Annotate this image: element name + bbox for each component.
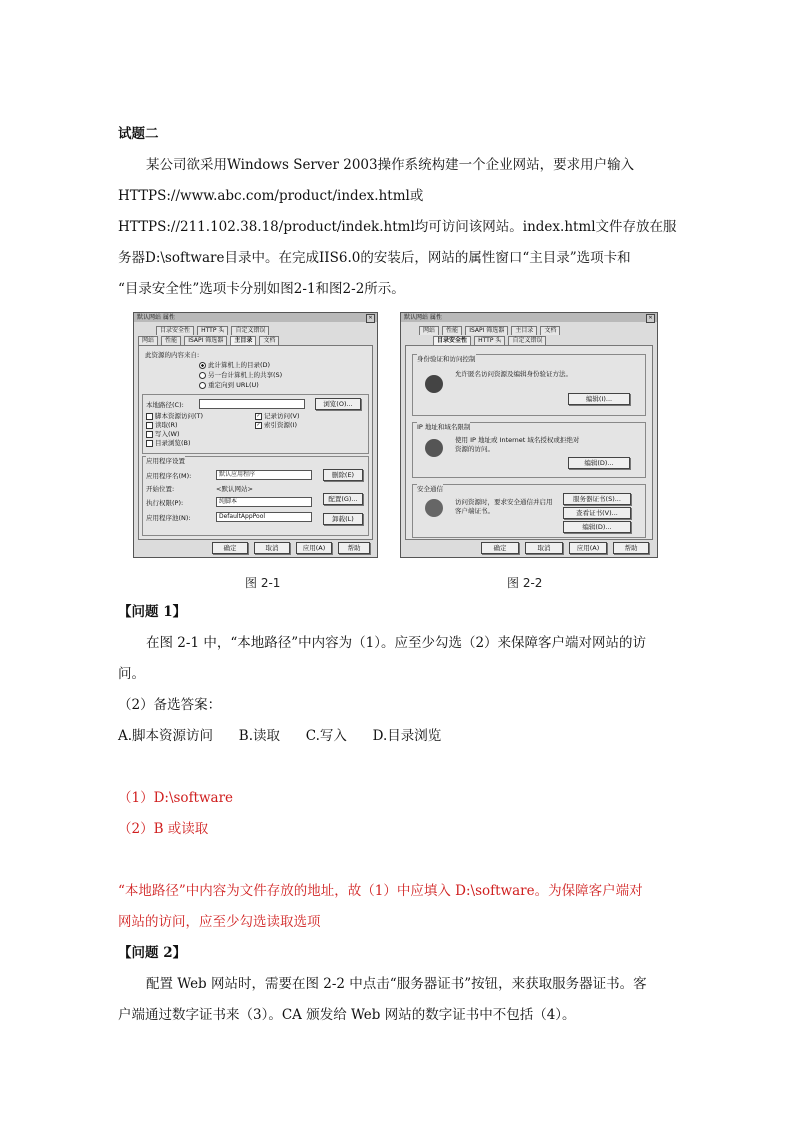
tab-row-2 — [138, 336, 373, 345]
server-cert-button: 服务器证书(S)... — [563, 493, 631, 505]
local-path-label: 本地路径(C): — [146, 401, 184, 409]
secure-group-label: 安全通信 — [417, 485, 443, 493]
intro-line-4: 务器D:\software目录中。在完成IIS6.0的安装后，网站的属性窗口“主目录”选项卡和 — [118, 250, 631, 266]
tab-http-headers: HTTP 头 — [474, 336, 505, 345]
ip-group — [412, 422, 646, 478]
app-name-field: 默认应用程序 — [216, 470, 312, 480]
intro-line-3: HTTPS://211.102.38.18/product/indek.html均可访问该网站。index.html文件存放在服 — [118, 219, 677, 235]
check-index: ✓ 索引资源(I) — [256, 421, 297, 429]
apply-button: 应用(A) — [296, 542, 332, 554]
tab-http-headers: HTTP 头 — [197, 326, 228, 335]
home-directory-panel — [138, 345, 373, 540]
key-person-icon — [425, 375, 443, 393]
tab-custom-errors: 自定义错误 — [508, 336, 546, 345]
tab-website: 网站 — [419, 326, 439, 335]
key-icon — [425, 499, 443, 517]
close-icon: ✕ — [366, 314, 375, 323]
figure-2-2-caption: 图 2-2 — [507, 576, 543, 590]
auth-group-label: 身份验证和访问控制 — [417, 355, 476, 363]
secure-text: 访问资源时，要求安全通信并启用客户端证书。 — [455, 498, 553, 515]
remove-button: 删除(E) — [323, 469, 363, 481]
tab-documents: 文档 — [259, 336, 279, 345]
q1-answer-2: （2）B 或读取 — [118, 821, 209, 837]
intro-line-5: “目录安全性”选项卡分别如图2-1和图2-2所示。 — [118, 281, 405, 297]
ip-group-label: IP 地址和域名限制 — [417, 423, 471, 431]
figure-2-1-dialog — [133, 312, 378, 558]
radio-share: 另一台计算机上的共享(S) — [199, 370, 282, 379]
tab-performance: 性能 — [442, 326, 462, 335]
pool-label: 应用程序池(N): — [146, 514, 191, 522]
tab-home-directory: 主目录 — [230, 336, 256, 345]
tab-directory-security: 目录安全性 — [433, 336, 471, 345]
app-settings-group — [142, 456, 369, 536]
cancel-button: 取消 — [525, 542, 563, 554]
question-heading: 试题二 — [118, 126, 159, 142]
tab-isapi: ISAPI 筛选器 — [184, 336, 227, 345]
pool-select: DefaultAppPool — [216, 512, 312, 522]
auth-group — [412, 354, 646, 416]
q1-text-2: 问。 — [118, 666, 145, 682]
figure-2-1-caption: 图 2-1 — [245, 576, 281, 590]
app-name-label: 应用程序名(M): — [146, 472, 192, 480]
exec-select: 纯脚本 — [216, 497, 312, 507]
app-settings-label: 应用程序设置 — [146, 457, 185, 465]
path-group — [142, 394, 369, 454]
q1-heading: 【问题 1】 — [118, 604, 187, 620]
ok-button: 确定 — [481, 542, 519, 554]
check-dir-browse: 目录浏览(B) — [146, 438, 191, 447]
config-button: 配置(G)... — [323, 493, 363, 505]
tab-row-2 — [405, 336, 653, 345]
dialog-title: 默认网站 属性 — [401, 313, 657, 322]
ok-button: 确定 — [212, 542, 248, 554]
view-cert-button: 查看证书(V)... — [563, 507, 631, 519]
check-script-access: 脚本资源访问(T) — [146, 411, 203, 420]
exec-label: 执行权限(P): — [146, 499, 184, 507]
start-label: 开始位置: — [146, 485, 175, 493]
tab-custom-errors: 自定义错误 — [231, 326, 269, 335]
q1-text-1: 在图 2-1 中，“本地路径”中内容为（1）。应至少勾选（2）来保障客户端对网站的访 — [146, 635, 647, 651]
edit-auth-button: 编辑(I)... — [568, 393, 630, 405]
q1-options: A.脚本资源访问 B.读取 C.写入 D.目录浏览 — [118, 728, 442, 744]
check-write: 写入(W) — [146, 429, 180, 438]
unload-button: 卸载(L) — [323, 513, 363, 525]
q1-explain-2: 网站的访问，应至少勾选读取选项 — [118, 914, 321, 930]
close-icon: ✕ — [646, 314, 655, 323]
tab-documents: 文档 — [540, 326, 560, 335]
auth-text: 允许匿名访问资源及编辑身份验证方法。 — [455, 370, 572, 378]
figure-2-2-dialog — [400, 312, 658, 558]
tab-performance: 性能 — [161, 336, 181, 345]
lock-icon — [425, 439, 443, 457]
intro-line-1: 某公司欲采用Windows Server 2003操作系统构建一个企业网站，要求用户输入 — [146, 157, 635, 173]
directory-security-panel — [405, 345, 653, 540]
dialog-title: 默认网站 属性 — [134, 313, 377, 322]
q2-heading: 【问题 2】 — [118, 945, 187, 961]
edit-secure-button: 编辑(D)... — [563, 521, 631, 533]
help-button: 帮助 — [338, 542, 370, 554]
tab-website: 网站 — [138, 336, 158, 345]
radio-local-dir: 此计算机上的目录(D) — [199, 360, 270, 369]
source-label: 此资源的内容来自: — [145, 351, 200, 359]
apply-button: 应用(A) — [569, 542, 607, 554]
tab-directory-security: 目录安全性 — [156, 326, 194, 335]
q1-answer-1: （1）D:\software — [118, 790, 234, 806]
edit-ip-button: 编辑(D)... — [568, 457, 630, 469]
tab-row-1 — [405, 326, 653, 335]
q1-explain-1: “本地路径”中内容为文件存放的地址，故（1）中应填入 D:\software。为保障客户端对 — [118, 883, 643, 899]
browse-button: 浏览(O)... — [315, 398, 361, 410]
q2-text-2: 户端通过数字证书来（3）。CA 颁发给 Web 网站的数字证书中不包括（4）。 — [118, 1007, 576, 1023]
q2-text-1: 配置 Web 网站时，需要在图 2-2 中点击“服务器证书”按钮，来获取服务器证书。客 — [146, 976, 647, 992]
check-log-visits: ✓ 记录访问(V) — [256, 412, 300, 420]
check-read: 读取(R) — [146, 420, 178, 429]
intro-line-2: HTTPS://www.abc.com/product/index.html或 — [118, 188, 424, 204]
tab-row-1 — [138, 326, 373, 335]
help-button: 帮助 — [613, 542, 649, 554]
start-value: <默认网站> — [216, 485, 253, 493]
tab-home-directory: 主目录 — [511, 326, 537, 335]
local-path-field — [199, 399, 305, 409]
q1-options-label: （2）备选答案： — [118, 697, 222, 713]
ip-text: 使用 IP 地址或 Internet 域名授权或拒绝对资源的访问。 — [455, 436, 580, 453]
radio-redirect: 重定向到 URL(U) — [199, 380, 259, 389]
tab-isapi: ISAPI 筛选器 — [465, 326, 508, 335]
secure-group — [412, 484, 646, 538]
cancel-button: 取消 — [254, 542, 290, 554]
